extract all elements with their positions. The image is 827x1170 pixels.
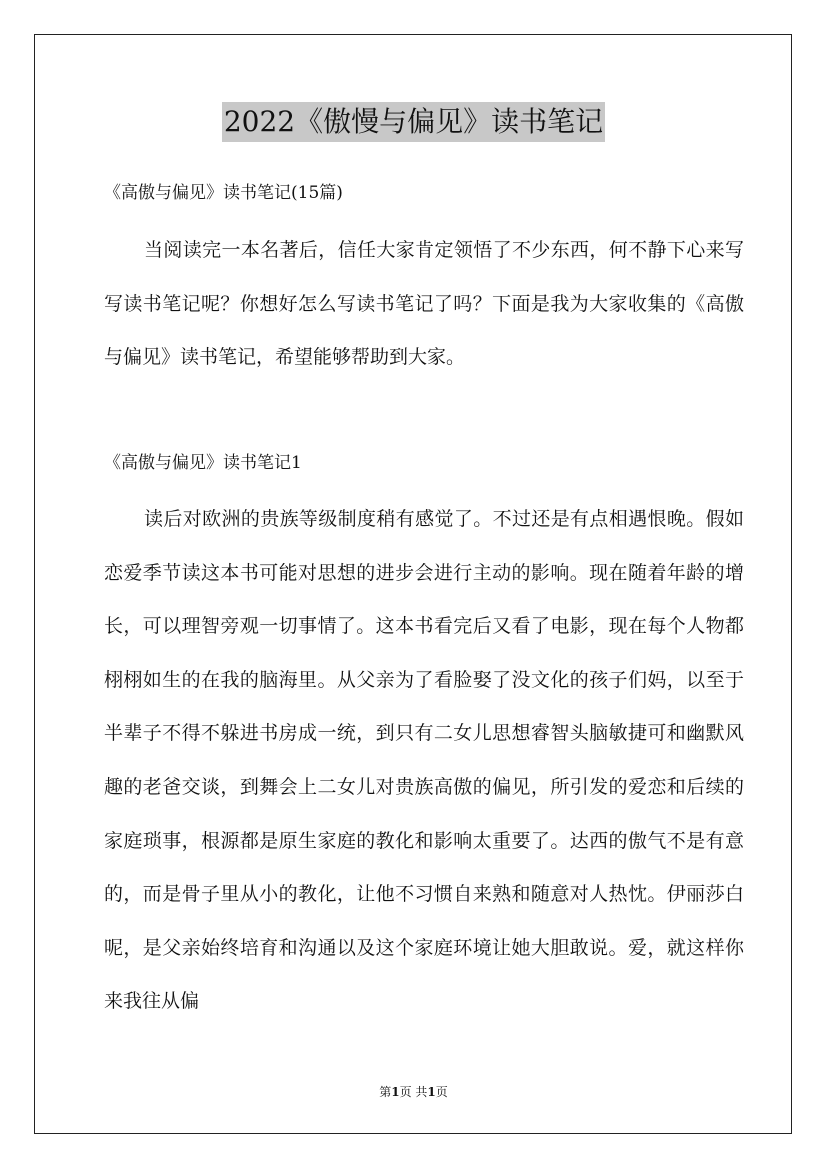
footer-suffix: 页 — [435, 1085, 448, 1099]
page-footer — [0, 1084, 827, 1100]
title-container — [0, 102, 827, 142]
footer-current-page: 1 — [391, 1085, 400, 1099]
footer-mid: 页 共 — [399, 1085, 428, 1099]
footer-total-pages: 1 — [427, 1085, 436, 1099]
section-body-paragraph: 读后对欧洲的贵族等级制度稍有感觉了。不过还是有点相遇恨晚。假如恋爱季节读这本书可能对思想的进步会进行主动的影响。现在随着年龄的增长，可以理智旁观一切事情了。这本书看完后又看了电影，现在每个人物都栩栩如生的在我的脑海里。从父亲为了看脸娶了没文化的孩子们妈，以至于半辈子不得不躲进书房成一统，到只有二女儿思想睿智头脑敏捷可和幽默风趣的老爸交谈，到舞会上二女儿对贵族高傲的偏见，所引发的爱恋和后续的家庭琐事，根源都是原生家庭的教化和影响太重要了。达西的傲气不是有意的，而是骨子里从小的教化，让他不习惯自来熟和随意对人热忱。伊丽莎白呢，是父亲始终培育和沟通以及这个家庭环境让她大胆敢说。爱，就这样你来我往从偏 — [104, 508, 744, 1013]
footer-prefix: 第 — [379, 1085, 392, 1099]
intro-paragraph: 当阅读完一本名著后，信任大家肯定领悟了不少东西，何不静下心来写写读书笔记呢？你想好怎么写读书笔记了吗？下面是我为大家收集的《高傲与偏见》读书笔记，希望能够帮助到大家。 — [104, 239, 744, 369]
document-subtitle: 《高傲与偏见》读书笔记(15篇) — [104, 183, 343, 203]
section-heading: 《高傲与偏见》读书笔记1 — [104, 453, 302, 473]
document-title: 2022《傲慢与偏见》读书笔记 — [222, 102, 605, 142]
